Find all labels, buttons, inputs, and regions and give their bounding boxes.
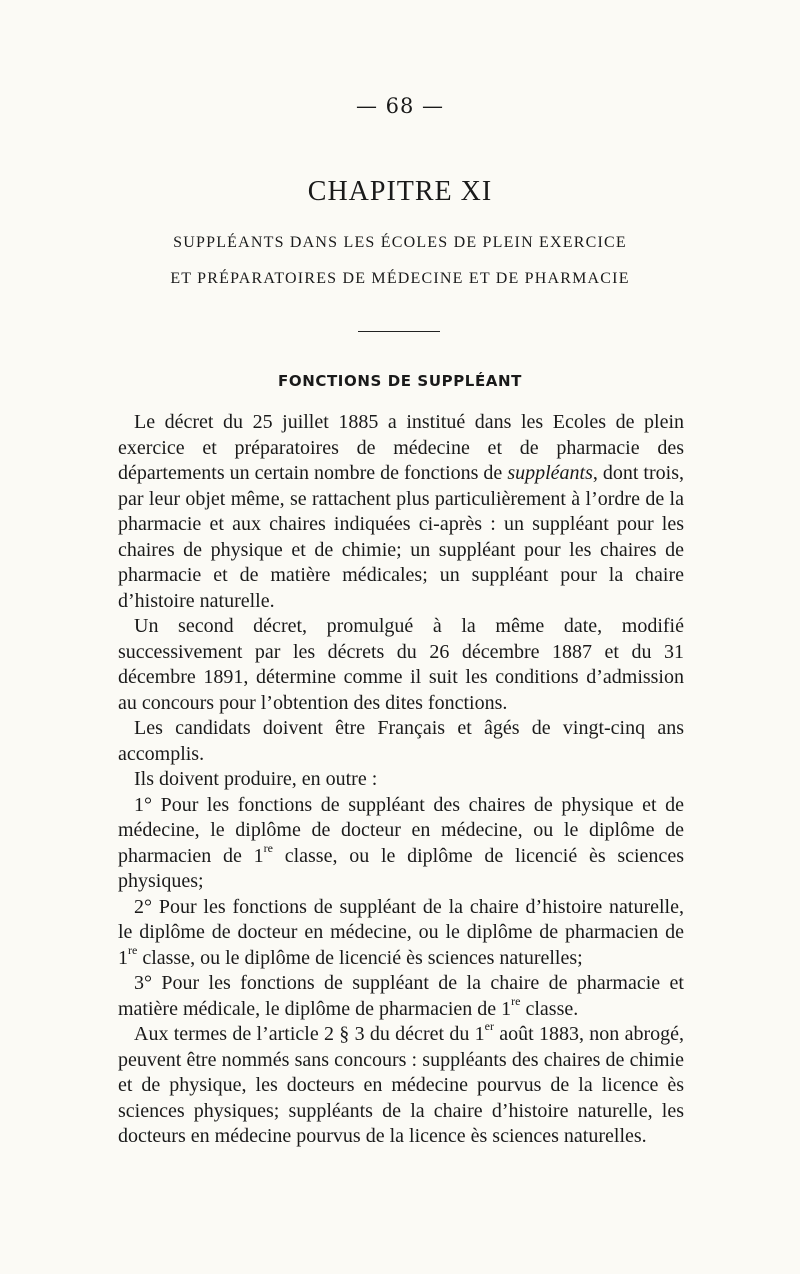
paragraph-1-text-a: Le décret du 25 juillet 1885 a institué dans les Ecoles de plein exercice et préparatoires de médecine et de pharmacie des départements un certain nombre de fonctions de — [118, 411, 684, 484]
page-number: — 68 — — [355, 94, 445, 118]
paragraph-8-text-b: août 1883, non abrogé, peuvent être nommés sans concours : suppléants des chaires de chimie et de physique, les docteurs en médecine pourvus de la licence ès sciences physiques; suppléants de la chaire d’histoire naturelle, les docteurs en médecine pourvus de la licence ès sciences naturelles. — [118, 1023, 684, 1147]
chapter-subtitle-line-2: ET PRÉPARATOIRES DE MÉDECINE ET DE PHARMACIE — [170, 270, 630, 287]
paragraph-6-text-a: 2° Pour les fonctions de suppléant de la chaire d’histoire naturelle, le diplôme de docteur en médecine, ou le diplôme de pharmacien de 1 — [118, 895, 684, 969]
paragraph-5-superscript: re — [263, 840, 273, 855]
paragraph-5-text-a: 1° Pour les fonctions de suppléant des chaires de physique et de médecine, le diplôme de docteur en médecine, ou le diplôme de pharmacien de 1 — [118, 793, 684, 867]
paragraph-8-text-a: Aux termes de l’article 2 § 3 du décret du 1 — [134, 1023, 485, 1045]
paragraph-7-text-a: 3° Pour les fonctions de suppléant de la chaire de pharmacie et matière médicale, le diplôme de pharmacien de 1 — [118, 972, 684, 1020]
paragraph-1 — [118, 410, 684, 614]
body-text — [118, 410, 684, 1150]
paragraph-7 — [118, 971, 684, 1022]
chapter-subtitle-line-1: SUPPLÉANTS DANS LES ÉCOLES DE PLEIN EXERCICE — [173, 234, 627, 251]
paragraph-8 — [118, 1019, 684, 1150]
chapter-title: CHAPITRE XI — [307, 176, 493, 207]
paragraph-5 — [118, 793, 684, 895]
paragraph-6-text-b: classe, ou le diplôme de licencié ès sciences naturelles; — [137, 946, 583, 969]
paragraph-1-emphasis: suppléants — [507, 462, 593, 484]
paragraph-1-text-b: , dont trois, par leur objet même, se rattachent plus particulièrement à l’ordre de la pharmacie et aux chaires indiquées ci-après : un suppléant pour les chaires de physique et de chimie; un suppléant pour les chaires de pharmacie et de matière médicales; un suppléant pour la chaire d’histoire naturelle. — [118, 462, 684, 612]
paragraph-3: Les candidats doivent être Français et âgés de vingt-cinq ans accomplis. — [118, 717, 684, 765]
section-heading: FONCTIONS DE SUPPLÉANT — [278, 372, 522, 390]
section-divider — [358, 331, 440, 332]
paragraph-2: Un second décret, promulgué à la même date, modifié successivement par les décrets du 26 décembre 1887 et du 31 décembre 1891, détermine comme il suit les conditions d’admission au concours pour l’obtention des dites fonctions. — [118, 615, 684, 714]
paragraph-4: Ils doivent produire, en outre : — [134, 768, 378, 790]
paragraph-6 — [118, 895, 684, 972]
paragraph-7-text-b: classe. — [520, 997, 579, 1020]
paragraph-8-superscript: er — [484, 1019, 494, 1034]
paragraph-7-superscript: re — [511, 993, 521, 1008]
paragraph-5-text-b: classe, ou le diplôme de licencié ès sciences physiques; — [118, 844, 684, 892]
paragraph-6-superscript: re — [128, 942, 138, 957]
